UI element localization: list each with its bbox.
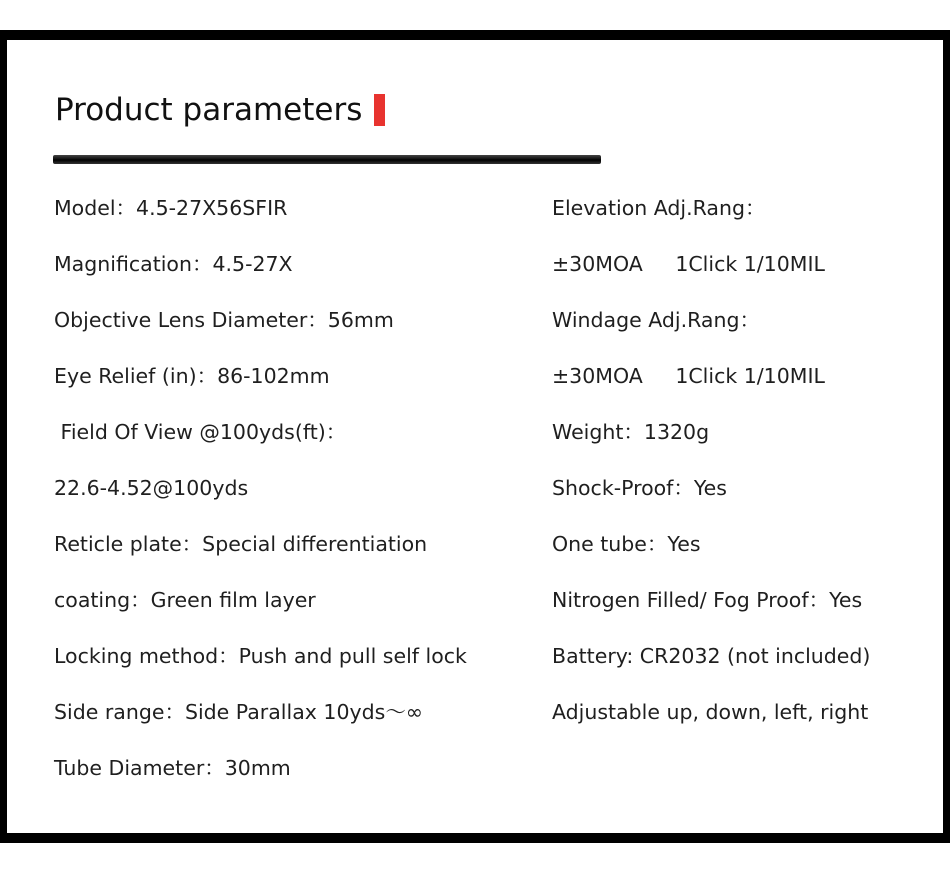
param-coating: coating：Green film layer [54,588,316,612]
parameters-right-column [552,186,870,746]
param-tube-diameter: Tube Diameter：30mm [54,756,291,780]
param-windage-value: ±30MOA 1Click 1/10MIL [552,364,825,388]
param-model: Model：4.5-27X56SFIR [54,196,288,220]
param-elevation-value: ±30MOA 1Click 1/10MIL [552,252,825,276]
section-title: Product parameters [55,92,363,128]
title-accent-bar [374,94,385,126]
param-locking-method: Locking method：Push and pull self lock [54,644,467,668]
param-eye-relief: Eye Relief (in)：86-102mm [54,364,330,388]
param-side-range: Side range：Side Parallax 10yds～∞ [54,700,423,724]
param-one-tube: One tube：Yes [552,532,701,556]
param-reticle-plate: Reticle plate：Special differentiation [54,532,428,556]
param-field-of-view-value: 22.6-4.52@100yds [54,476,249,500]
param-weight: Weight：1320g [552,420,710,444]
param-field-of-view-label: Field Of View @100yds(ft)： [54,420,347,444]
param-battery: Battery: CR2032 (not included) [552,644,871,668]
param-magnification: Magnification：4.5-27X [54,252,293,276]
param-objective-lens-diameter: Objective Lens Diameter：56mm [54,308,394,332]
section-heading [55,88,385,132]
param-adjustable: Adjustable up, down, left, right [552,700,869,724]
param-windage-label: Windage Adj.Rang： [552,308,760,332]
parameters-left-column [54,186,467,802]
heading-divider [53,155,601,164]
param-elevation-label: Elevation Adj.Rang： [552,196,766,220]
param-nitrogen-filled: Nitrogen Filled/ Fog Proof：Yes [552,588,863,612]
param-shock-proof: Shock-Proof：Yes [552,476,727,500]
